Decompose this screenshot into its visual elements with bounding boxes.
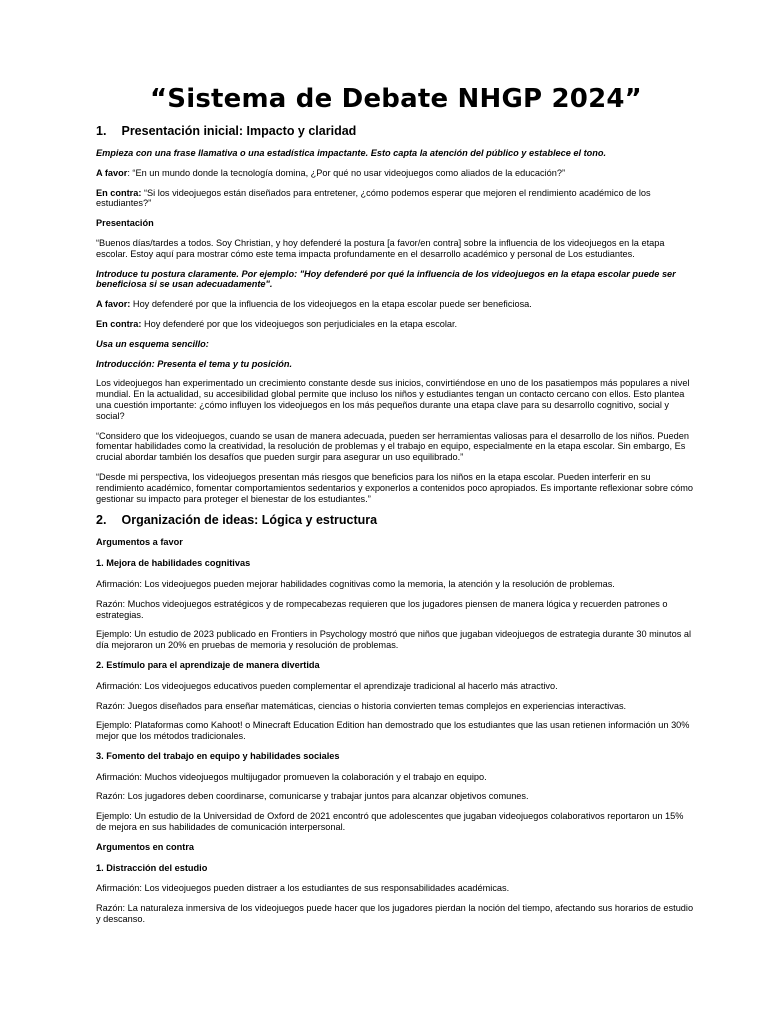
argument-heading: 2. Estímulo para el aprendizaje de manera divertida xyxy=(96,659,320,670)
paragraph: Ejemplo: Plataformas como Kahoot! o Minecraft Education Edition han demostrado que los estudiantes que las usan retienen información un 30% mejor que los métodos tradicionales. xyxy=(96,720,690,742)
argument-heading: 1. Distracción del estudio xyxy=(96,862,208,873)
section-number: 2. xyxy=(96,513,107,528)
instruction-text: Usa un esquema sencillo: xyxy=(96,338,209,349)
label: A favor: xyxy=(96,299,131,310)
section-heading-1 xyxy=(96,124,696,138)
text: Hoy defenderé por que los videojuegos son perjudiciales en la etapa escolar. xyxy=(141,318,458,329)
argument-heading: 3. Fomento del trabajo en equipo y habilidades sociales xyxy=(96,750,340,761)
paragraph: “Buenos días/tardes a todos. Soy Christian, y hoy defenderé la postura [a favor/en contra] sobre la influencia de los videojuegos en la etapa escolar. Estoy aquí para mostrar cómo este tema impacta profundamente en el desarrollo académico y personal de Los estudiantes. xyxy=(96,237,665,259)
instruction-text: Introduce tu postura claramente. Por ejemplo: "Hoy defenderé por qué la influencia de los videojuegos en la etapa escolar puede ser beneficiosa si se usan adecuadamente". xyxy=(96,268,676,290)
contra-postura xyxy=(96,319,696,330)
paragraph: Afirmación: Muchos videojuegos multijugador promueven la colaboración y el trabajo en equipo. xyxy=(96,771,487,782)
document-page xyxy=(96,84,696,934)
section-number: 1. xyxy=(96,124,107,138)
paragraph: Afirmación: Los videojuegos educativos pueden complementar el aprendizaje tradicional al hacerlo más atractivo. xyxy=(96,680,558,691)
paragraph: Razón: Muchos videojuegos estratégicos y de rompecabezas requieren que los jugadores piensen de manera lógica y recuerden patrones o estrategias. xyxy=(96,598,668,620)
favor-postura xyxy=(96,299,696,310)
paragraph: Razón: Los jugadores deben coordinarse, comunicarse y trabajar juntos para alcanzar objetivos comunes. xyxy=(96,791,529,802)
document-title: “Sistema de Debate NHGP 2024” xyxy=(150,84,642,114)
paragraph: Afirmación: Los videojuegos pueden distraer a los estudiantes de sus responsabilidades académicas. xyxy=(96,883,510,894)
paragraph: Razón: Juegos diseñados para enseñar matemáticas, ciencias o historia convierten temas complejos en experiencias interactivas. xyxy=(96,700,627,711)
paragraph: Razón: La naturaleza inmersiva de los videojuegos puede hacer que los jugadores pierdan la noción del tiempo, afectando sus horarios de estudio y descanso. xyxy=(96,903,694,925)
argument-heading: 1. Mejora de habilidades cognitivas xyxy=(96,558,251,569)
favor-hook xyxy=(96,168,696,179)
instruction-text: Empieza con una frase llamativa o una estadística impactante. Esto capta la atención del público y establece el tono. xyxy=(96,148,607,158)
paragraph: “Considero que los videojuegos, cuando se usan de manera adecuada, pueden ser herramientas valiosas para el desarrollo de los niños. Pueden fomentar habilidades como la creatividad, la resolución de problemas y el trabajo en equipo, especialmente en la etapa escolar. Sin embargo, Es crucial abordar también los desafíos que pueden surgir para asegurar un uso equilibrado.” xyxy=(96,430,689,463)
paragraph: Afirmación: Los videojuegos pueden mejorar habilidades cognitivas como la memoria, la atención y la resolución de problemas. xyxy=(96,578,615,589)
text: “Si los videojuegos están diseñados para entretener, ¿cómo podemos esperar que mejoren el rendimiento académico de los estudiantes?” xyxy=(96,187,651,209)
text: : “En un mundo donde la tecnología domina, ¿Por qué no usar videojuegos como aliados de la educación?” xyxy=(127,167,566,178)
subheading-contra: Argumentos en contra xyxy=(96,841,195,852)
paragraph: Ejemplo: Un estudio de la Universidad de Oxford de 2021 encontró que adolescentes que jugaban videojuegos colaborativos reportaron un 15% de mejora en sus habilidades de comunicación interpersonal. xyxy=(96,811,684,833)
section-heading-2 xyxy=(96,513,696,527)
subheading-presentacion: Presentación xyxy=(96,218,154,229)
paragraph: “Desde mi perspectiva, los videojuegos presentan más riesgos que beneficios para los niños en la etapa escolar. Pueden interferir en su rendimiento académico, fomentar comportamientos sedentarios y exponerlos a contenidos poco apropiados. Es importante reflexionar sobre cómo gestionar su impacto para proteger el bienestar de los estudiantes.” xyxy=(96,471,693,504)
section-title: Organización de ideas: Lógica y estructura xyxy=(121,513,378,528)
paragraph: Los videojuegos han experimentado un crecimiento constante desde sus inicios, convirtiéndose en uno de los pasatiempos más populares a nivel mundial. En la actualidad, su accesibilidad global permite que incluso los niños y estudiantes tengan un contacto cercano con ellos. Esto plantea una cuestión importante: ¿cómo influyen los videojuegos en los más pequeños durante una etapa clave para su desarrollo cognitivo, social y social? xyxy=(96,378,690,421)
contra-hook xyxy=(96,188,696,210)
text: Hoy defenderé por que la influencia de los videojuegos en la etapa escolar puede ser beneficiosa. xyxy=(130,299,532,310)
instruction-text: Introducción: Presenta el tema y tu posición. xyxy=(96,358,293,369)
section-title: Presentación inicial: Impacto y claridad xyxy=(121,124,357,138)
label: A favor xyxy=(96,167,128,178)
paragraph: Ejemplo: Un estudio de 2023 publicado en Frontiers in Psychology mostró que niños que jugaban videojuegos de estrategia durante 30 minutos al día mejoraron un 20% en pruebas de memoria y resolución de problemas. xyxy=(96,629,692,651)
label: En contra: xyxy=(96,187,142,198)
subheading-favor: Argumentos a favor xyxy=(96,537,183,548)
label: En contra: xyxy=(96,318,142,329)
